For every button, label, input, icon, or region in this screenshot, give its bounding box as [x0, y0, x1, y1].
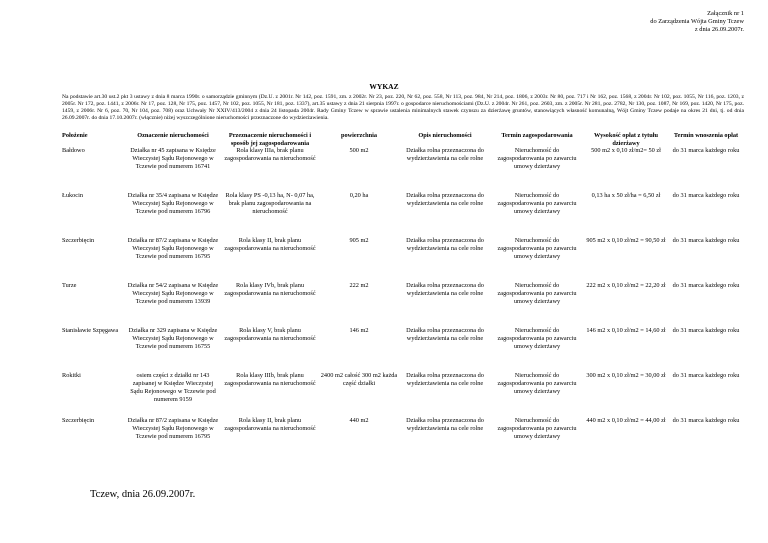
cell-oznaczenie: Działka nr 45 zapisana w Księdze Wieczystej Sądu Rejonowego w Tczewie pod numerem 16741	[130, 147, 216, 170]
cell-polozenie: Łukocin	[62, 192, 83, 200]
cell-wysokosc-oplat: 0,13 ha x 50 zł/ha = 6,50 zł	[591, 192, 661, 200]
attachment-line-3: z dnia 26.09.2007r.	[694, 26, 744, 33]
cell-przeznaczenie: Rola klasy PS -0,13 ha, N- 0,07 ha, brak planu zagospodarowania na nieruchomość	[225, 192, 315, 215]
cell-polozenie: Turze	[62, 282, 77, 290]
header-opis: Opis nieruchomości	[418, 132, 472, 139]
cell-wysokosc-oplat: 905 m2 x 0,10 zł/m2 = 90,50 zł	[586, 237, 666, 245]
intro-paragraph: Na podstawie art.30 ust.2 pkt 3 ustawy z dnia 8 marca 1990r. o samorządzie gminnym (Dz.U. z 2001r. Nr 142, poz. 1591, zm. z 2002r. Nr 23, poz. 220, Nr 62, poz. 558, Nr 113, poz. 984, Nr 214, poz. 1806, z 2003r. Nr 80, poz. 717 i Nr 162, poz. 1568, z 2004r. Nr 102, poz. 1055, Nr 116, poz. 1203, z 2005r. Nr 172, poz. 1441, z 2006r. Nr 17, poz. 128, Nr 175, poz. 1457, Nr 102, poz. 1055, Nr 181, poz. 1337), art.35 ustawy z dnia 21 sierpnia 1997r. o gospodarce nieruchomościami (Dz.U. z 2004r. Nr 261, poz. 2603, zm. z 2005r. Nr 281, poz. 2782, Nr 130, poz. 1087, Nr 169, poz. 1420, Nr 175, poz. 1459, z 2006r. Nr 6, poz. 70, Nr 104, poz. 708) oraz Uchwały Nr XXIV/413/2004 z dnia 24 listopada 2004r. Rady Gminy Tczew w sprawie ustalenia minimalnych stawek czynszu za dzierżawę gruntów, stanowiących własność komunalną, Wójt Gminy Tczew podaje na okres 21 dni, tj. od dnia 26.09.2007r. do dnia 17.10.2007r. (włącznie) niżej wyszczególnione nieruchomości przeznaczone do wydzierżawienia.	[62, 94, 744, 121]
cell-powierzchnia: 0,20 ha	[349, 192, 369, 200]
cell-polozenie: Szczerbięcin	[62, 417, 95, 425]
cell-wysokosc-oplat: 440 m2 x 0,10 zł/m2 = 44,00 zł	[586, 417, 666, 425]
table-row	[62, 192, 744, 237]
cell-termin-wnoszenia: do 31 marca każdego roku	[672, 417, 740, 425]
header-przeznaczenie: Przeznaczenie nieruchomości i sposób jej zagospodarowania	[228, 132, 312, 147]
table-header-row	[62, 132, 744, 147]
cell-opis: Działka rolna przeznaczona do wydzierżawienia na cele rolne	[406, 417, 484, 433]
cell-wysokosc-oplat: 500 m2 x 0,10 zł/m2= 50 zł	[591, 147, 661, 155]
cell-termin-zagospodarowania: Nieruchomość do zagospodarowania po zawarciu umowy dzierżawy	[497, 417, 577, 440]
cell-opis: Działka rolna przeznaczona do wydzierżawienia na cele rolne	[406, 372, 484, 388]
cell-termin-zagospodarowania: Nieruchomość do zagospodarowania po zawarciu umowy dzierżawy	[497, 147, 577, 170]
header-powierzchnia: powierzchnia	[340, 132, 378, 139]
cell-wysokosc-oplat: 300 m2 x 0,10 zł/m2 = 30,00 zł	[586, 372, 666, 380]
cell-opis: Działka rolna przeznaczona do wydzierżawienia na cele rolne	[406, 237, 484, 253]
cell-przeznaczenie: Rola klasy II, brak planu zagospodarowania na nieruchomość	[224, 237, 316, 253]
cell-powierzchnia: 440 m2	[349, 417, 369, 425]
cell-termin-zagospodarowania: Nieruchomość do zagospodarowania po zawarciu umowy dzierżawy	[497, 192, 577, 215]
header-wysokosc-oplat: Wysokość opłat z tytułu dzierżawy	[594, 132, 658, 147]
cell-powierzchnia: 146 m2	[349, 327, 369, 335]
cell-oznaczenie: Działka nr 54/2 zapisana w Księdze Wieczystej Sądu Rejonowego w Tczewie pod numerem 13939	[127, 282, 219, 305]
cell-przeznaczenie: Rola klasy IIIa, brak planu zagospodarowania na nieruchomość	[224, 147, 316, 163]
cell-termin-zagospodarowania: Nieruchomość do zagospodarowania po zawarciu umowy dzierżawy	[497, 237, 577, 260]
cell-oznaczenie: Działka nr 87/2 zapisana w Księdze Wieczystej Sądu Rejonowego w Tczewie pod numerem 16795	[127, 237, 219, 260]
cell-polozenie: Bałdowo	[62, 147, 85, 155]
cell-opis: Działka rolna przeznaczona do wydzierżawienia na cele rolne	[406, 147, 484, 163]
cell-powierzchnia: 500 m2	[349, 147, 369, 155]
cell-wysokosc-oplat: 146 m2 x 0,10 zł/m2 = 14,60 zł	[586, 327, 666, 335]
cell-przeznaczenie: Rola klasy IIIb, brak planu zagospodarowania na nieruchomość	[224, 372, 316, 388]
table-row	[62, 417, 744, 462]
header-termin-zagospodarowania: Termin zagospodarowania	[501, 132, 573, 139]
cell-powierzchnia: 222 m2	[349, 282, 369, 290]
cell-termin-wnoszenia: do 31 marca każdego roku	[672, 327, 740, 335]
cell-termin-wnoszenia: do 31 marca każdego roku	[672, 192, 740, 200]
attachment-line-2: do Zarządzenia Wójta Gminy Tczew	[650, 18, 744, 25]
cell-termin-zagospodarowania: Nieruchomość do zagospodarowania po zawarciu umowy dzierżawy	[497, 372, 577, 395]
cell-termin-wnoszenia: do 31 marca każdego roku	[672, 237, 740, 245]
header-termin-wnoszenia: Termin wnoszenia opłat	[673, 132, 739, 139]
cell-polozenie: Rokitki	[62, 372, 81, 380]
cell-termin-zagospodarowania: Nieruchomość do zagospodarowania po zawarciu umowy dzierżawy	[497, 282, 577, 305]
cell-termin-wnoszenia: do 31 marca każdego roku	[672, 372, 740, 380]
cell-termin-zagospodarowania: Nieruchomość do zagospodarowania po zawarciu umowy dzierżawy	[497, 327, 577, 350]
cell-opis: Działka rolna przeznaczona do wydzierżawienia na cele rolne	[406, 282, 484, 298]
header-polozenie: Położenie	[62, 132, 88, 139]
cell-przeznaczenie: Rola klasy V, brak planu zagospodarowania na nieruchomość	[224, 327, 316, 343]
table-row	[62, 327, 744, 372]
document-title: WYKAZ	[369, 82, 399, 91]
cell-oznaczenie: Działka nr 329 zapisana w Księdze Wieczystej Sądu Rejonowego w Tczewie pod numerem 16755	[128, 327, 218, 350]
cell-opis: Działka rolna przeznaczona do wydzierżawienia na cele rolne	[406, 192, 484, 208]
cell-oznaczenie: Działka nr 87/2 zapisana w Księdze Wieczystej Sądu Rejonowego w Tczewie pod numerem 16795	[127, 417, 219, 440]
footer-date: Tczew, dnia 26.09.2007r.	[90, 489, 196, 500]
cell-przeznaczenie: Rola klasy IVb, brak planu zagospodarowania na nieruchomość	[224, 282, 316, 298]
property-table	[62, 132, 744, 462]
table-row	[62, 372, 744, 417]
header-oznaczenie: Oznaczenie nieruchomości	[137, 132, 209, 139]
cell-powierzchnia: 905 m2	[349, 237, 369, 245]
cell-oznaczenie: osiem części z działki nr 143 zapisanej w Księdze Wieczystej Sądu Rejonowego w Tczewie pod numerem 9159	[130, 372, 216, 403]
table-row	[62, 237, 744, 282]
cell-wysokosc-oplat: 222 m2 x 0,10 zł/m2 = 22,20 zł	[586, 282, 666, 290]
table-row	[62, 282, 744, 327]
cell-polozenie: Szczerbięcin	[62, 237, 95, 245]
attachment-line-1: Załącznik nr 1	[707, 10, 744, 17]
cell-termin-wnoszenia: do 31 marca każdego roku	[672, 282, 740, 290]
cell-oznaczenie: Działka nr 35/4 zapisana w Księdze Wieczystej Sądu Rejonowego w Tczewie pod numerem 16796	[127, 192, 219, 215]
table-row	[62, 147, 744, 192]
cell-termin-wnoszenia: do 31 marca każdego roku	[672, 147, 740, 155]
cell-polozenie: Stanisławie Szpęgawa	[62, 327, 119, 335]
cell-powierzchnia: 2400 m2 całość 300 m2 każda część działki	[320, 372, 398, 388]
cell-opis: Działka rolna przeznaczona do wydzierżawienia na cele rolne	[406, 327, 484, 343]
attachment-note	[650, 10, 744, 34]
cell-przeznaczenie: Rola klasy II, brak planu zagospodarowania na nieruchomość	[224, 417, 316, 433]
